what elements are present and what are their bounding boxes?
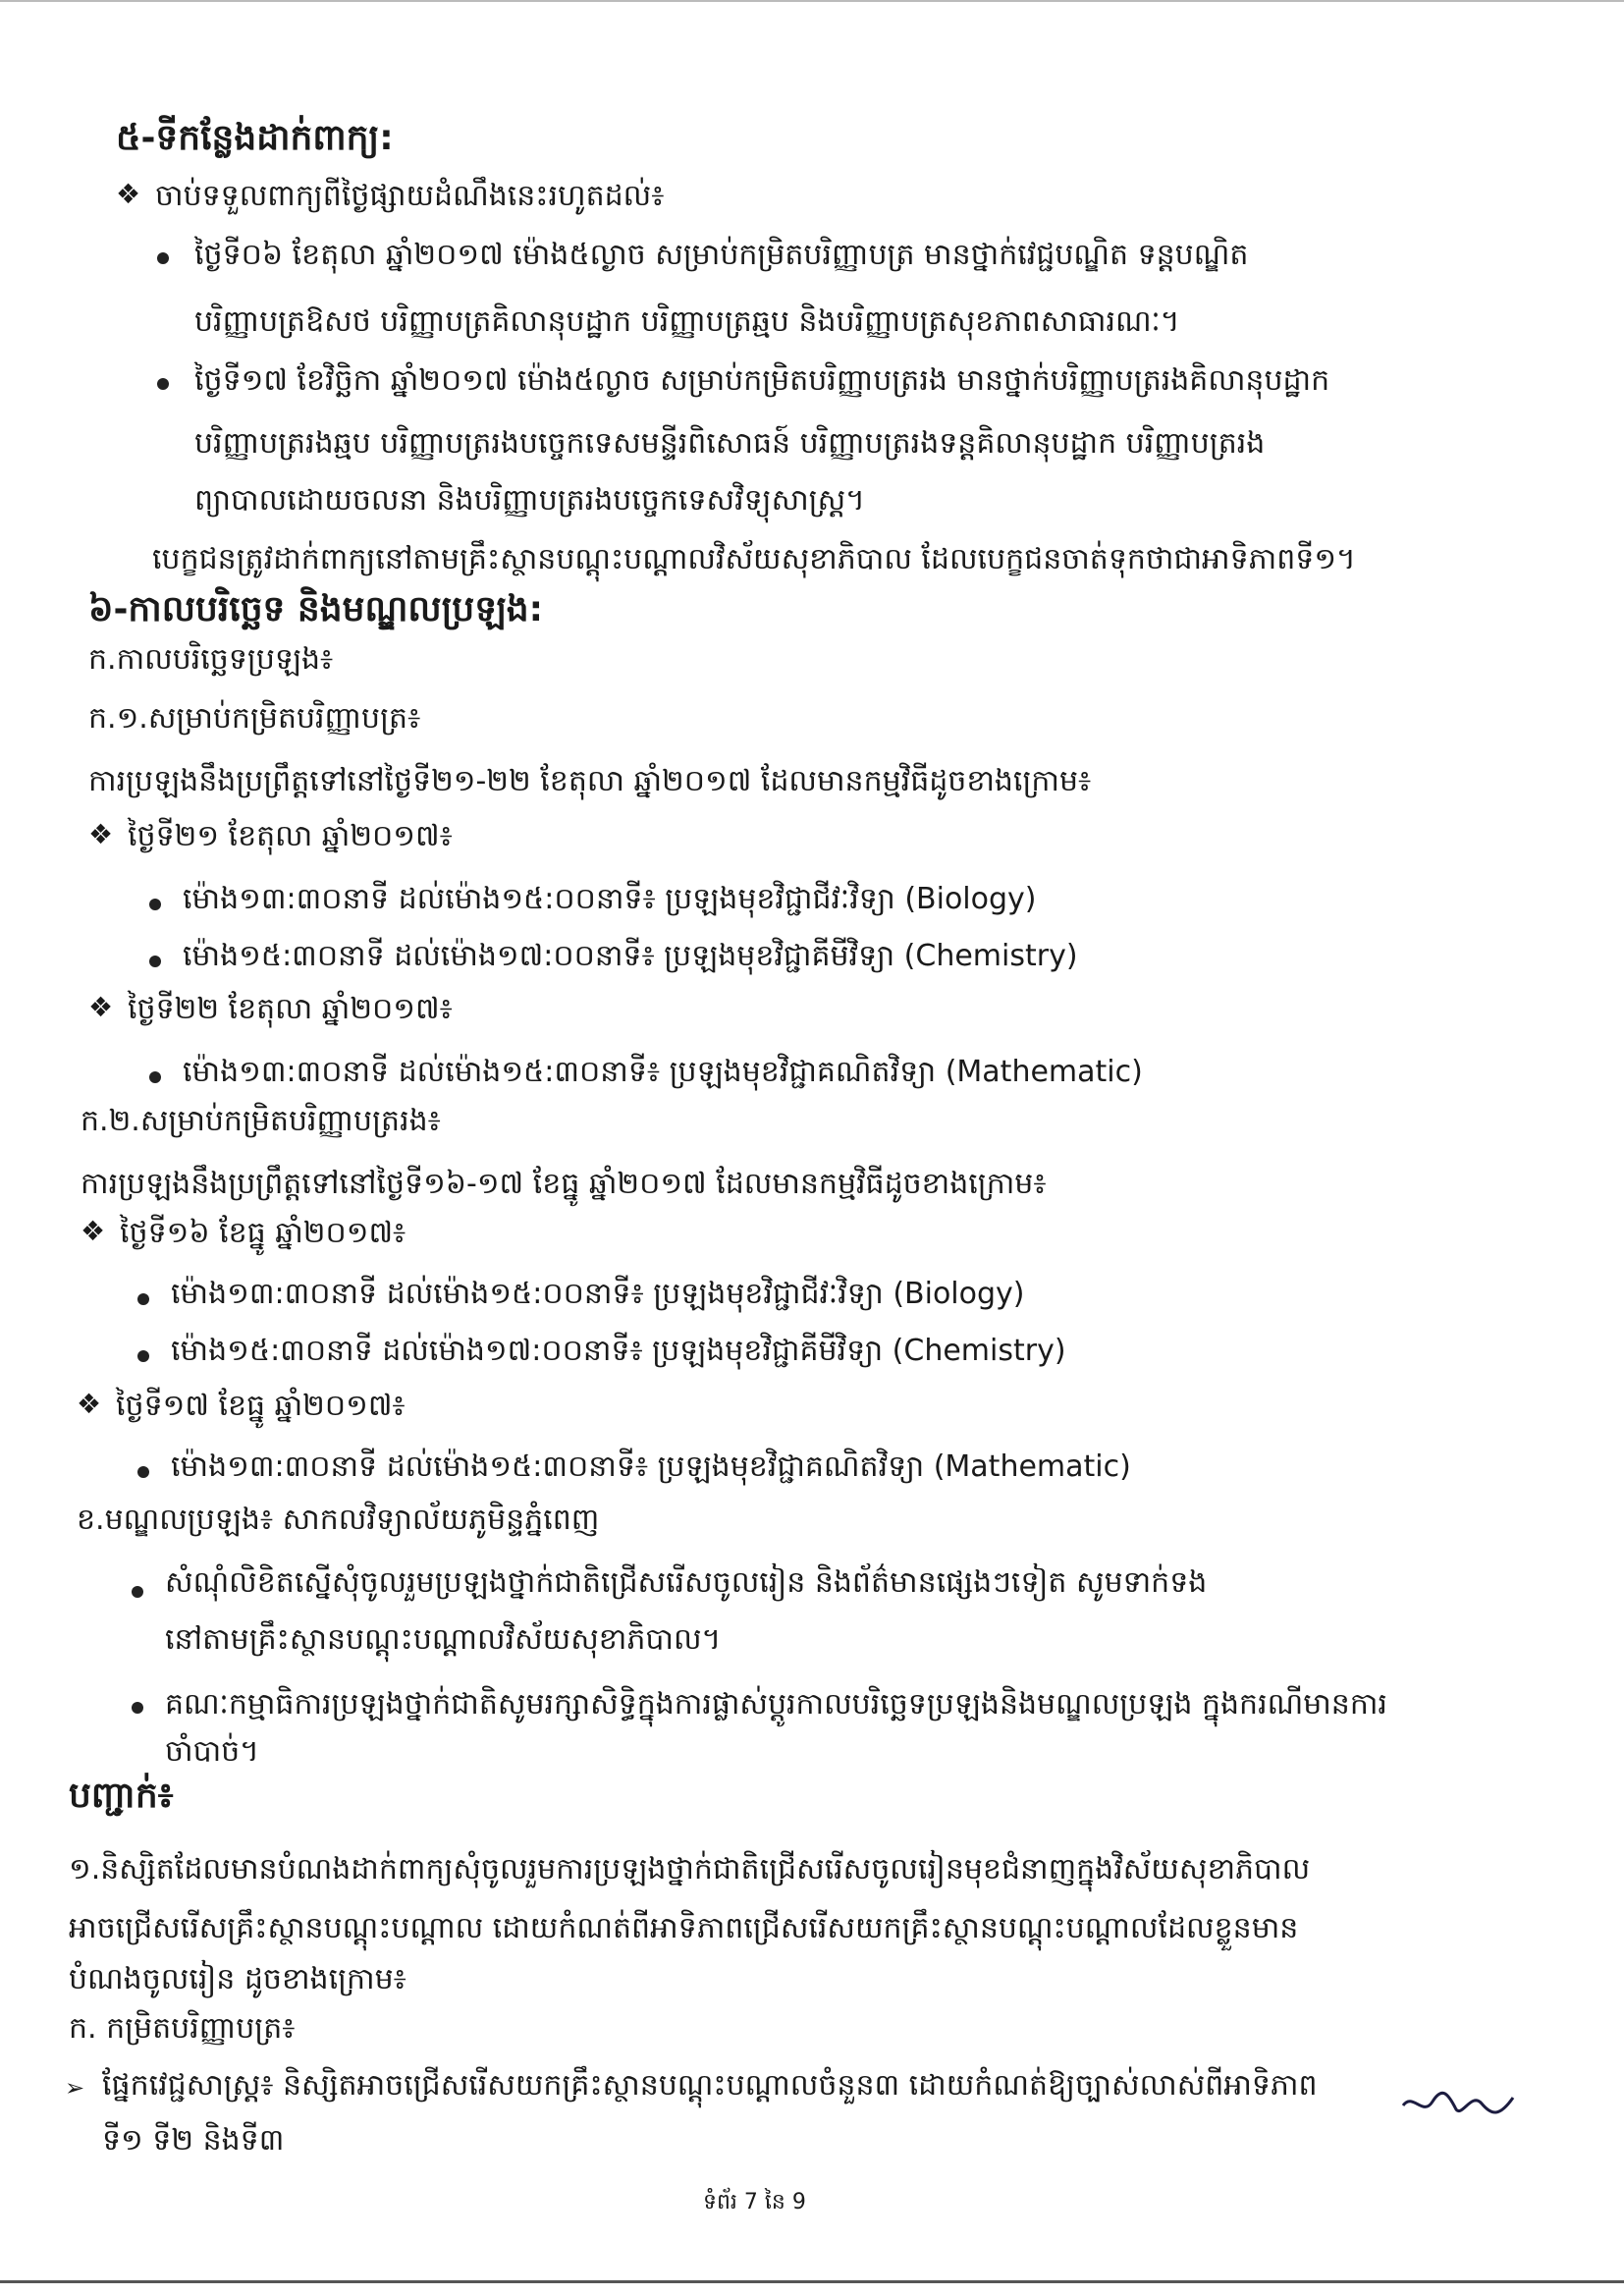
- round-bullet-icon: [137, 1449, 149, 1489]
- s5-bullet2-line2: បរិញ្ញាបត្ររងឆ្មប បរិញ្ញាបត្ររងបច្ចេកទេសមន្ទីរពិសោធន៍ បរិញ្ញាបត្ររងទន្តគិលានុបដ្ឋាក បរិញ្ញាបត្ររង: [194, 426, 1266, 461]
- round-bullet-icon: [132, 1569, 143, 1609]
- note-title: បញ្ជាក់៖: [69, 1776, 174, 1816]
- k2-day1: ថ្ងៃទី១៦ ខែធ្នូ ឆ្នាំ២០១៧៖: [120, 1216, 406, 1250]
- note-k-line1: ផ្នែកវេជ្ជសាស្ត្រ៖ និស្សិតអាចជ្រើសរើសយកគ្រឹះស្ថានបណ្តុះបណ្តាលចំនួន៣ ដោយកំណត់ឱ្យច្បាស់លាស់ពីអាទិភាព: [102, 2068, 1318, 2103]
- k2-day1-item2: ម៉ោង១៥:៣០នាទី ដល់ម៉ោង១៧:០០នាទី៖ ប្រឡងមុខវិជ្ជាគីមីវិទ្យា (Chemistry): [171, 1334, 1066, 1368]
- k1-day1-item2: ម៉ោង១៥:៣០នាទី ដល់ម៉ោង១៧:០០នាទី៖ ប្រឡងមុខវិជ្ជាគីមីវិទ្យា (Chemistry): [183, 939, 1078, 973]
- round-bullet-icon: [149, 1055, 161, 1094]
- handwritten-initials-icon: [1399, 2084, 1517, 2123]
- scan-edge-top: [0, 0, 1624, 2]
- k1-day1: ថ្ងៃទី២១ ខែតុលា ឆ្នាំ២០១៧៖: [128, 819, 453, 853]
- s5-note: បេក្ខជនត្រូវដាក់ពាក្យនៅតាមគ្រឹះស្ថានបណ្តុះបណ្តាលវិស័យសុខាភិបាល ដែលបេក្ខជនចាត់ទុកថាជាអាទិភាពទី១។: [152, 542, 1356, 576]
- round-bullet-icon: [132, 1685, 143, 1724]
- note-k-title: ក. កម្រិតបរិញ្ញាបត្រ៖: [69, 2011, 296, 2046]
- k2-day2-item1: ម៉ោង១៣:៣០នាទី ដល់ម៉ោង១៥:៣០នាទី៖ ប្រឡងមុខវិជ្ជាគណិតវិទ្យា (Mathematic): [171, 1449, 1131, 1484]
- subsection-k-title: ក.កាលបរិច្ឆេទប្រឡង៖: [88, 642, 334, 677]
- k1-day1-item1: ម៉ោង១៣:៣០នាទី ដល់ម៉ោង១៥:០០នាទី៖ ប្រឡងមុខវិជ្ជាជីវៈវិទ្យា (Biology): [183, 882, 1037, 916]
- scan-edge-bottom: [0, 2280, 1624, 2283]
- arrowhead-bullet-icon: ➢: [65, 2074, 85, 2102]
- section-6-title: ៦-កាលបរិច្ឆេទ និងមណ្ឌលប្រឡង:: [88, 589, 544, 629]
- four-diamond-bullet-icon: ❖: [81, 1215, 106, 1247]
- section-5-title: ៥-ទីកន្លែងដាក់ពាក្យ:: [116, 118, 394, 158]
- subsection-kh-title: ខ.មណ្ឌលប្រឡង៖ សាកលវិទ្យាល័យភូមិន្ទភ្នំពេញ: [77, 1503, 600, 1537]
- kh-bullet1-line2: នៅតាមគ្រឹះស្ថានបណ្តុះបណ្តាលវិស័យសុខាភិបាល។: [165, 1622, 722, 1657]
- subsection-k1-title: ក.១.សម្រាប់កម្រិតបរិញ្ញាបត្រ៖: [88, 701, 421, 736]
- note1-line1: ១.និស្សិតដែលមានបំណងដាក់ពាក្យសុំចូលរួមការប្រឡងថ្នាក់ជាតិជ្រើសរើសចូលរៀនមុខជំនាញក្នុងវិស័យសុខាភិបាល: [69, 1852, 1311, 1886]
- note1-line3: បំណងចូលរៀន ដូចខាងក្រោម៖: [69, 1962, 406, 1996]
- round-bullet-icon: [149, 882, 161, 921]
- note1-line2: អាចជ្រើសរើសគ្រឹះស្ថានបណ្តុះបណ្តាល ដោយកំណត់ពីអាទិភាពជ្រើសរើសយកគ្រឹះស្ថានបណ្តុះបណ្តាលដែលខ្លួនមាន: [69, 1911, 1299, 1945]
- s5-bullet2-line1: ថ្ងៃទី១៧ ខែវិច្ឆិកា ឆ្នាំ២០១៧ ម៉ោង៥ល្ងាច សម្រាប់កម្រិតបរិញ្ញាបត្ររង មានថ្នាក់បរិញ្ញាបត្ររងគិលានុបដ្ឋាក: [194, 363, 1330, 398]
- round-bullet-icon: [157, 236, 169, 275]
- round-bullet-icon: [137, 1334, 149, 1373]
- kh-bullet2-line2: ចាំបាច់។: [165, 1734, 259, 1769]
- section-5-intro: ចាប់ទទួលពាក្យពីថ្ងៃផ្សាយដំណឹងនេះរហូតដល់៖: [155, 179, 665, 213]
- note-k-line2: ទី១ ទី២ និងទី៣: [102, 2123, 285, 2158]
- k1-intro: ការប្រឡងនឹងប្រព្រឹត្តទៅនៅថ្ងៃទី២១-២២ ខែតុលា ឆ្នាំ២០១៧ ដែលមានកម្មវិធីដូចខាងក្រោម៖: [88, 764, 1092, 798]
- round-bullet-icon: [137, 1277, 149, 1316]
- four-diamond-bullet-icon: ❖: [88, 991, 114, 1023]
- k2-intro: ការប្រឡងនឹងប្រព្រឹត្តទៅនៅថ្ងៃទី១៦-១៧ ខែធ្នូ ឆ្នាំ២០១៧ ដែលមានកម្មវិធីដូចខាងក្រោម៖: [81, 1167, 1047, 1201]
- k2-day1-item1: ម៉ោង១៣:៣០នាទី ដល់ម៉ោង១៥:០០នាទី៖ ប្រឡងមុខវិជ្ជាជីវៈវិទ្យា (Biology): [171, 1277, 1025, 1311]
- subsection-k2-title: ក.២.សម្រាប់កម្រិតបរិញ្ញាបត្ររង៖: [81, 1104, 441, 1138]
- k2-day2: ថ្ងៃទី១៧ ខែធ្នូ ឆ្នាំ២០១៧៖: [116, 1389, 406, 1423]
- four-diamond-bullet-icon: ❖: [116, 178, 141, 210]
- s5-bullet1-line2: បរិញ្ញាបត្រឱសថ បរិញ្ញាបត្រគិលានុបដ្ឋាក បរិញ្ញាបត្រឆ្មប និងបរិញ្ញាបត្រសុខភាពសាធារណៈ។: [194, 304, 1180, 339]
- s5-bullet2-line3: ព្យាបាលដោយចលនា និងបរិញ្ញាបត្ររងបច្ចេកទេសវិទ្យុសាស្ត្រ។: [194, 483, 865, 518]
- kh-bullet1-line1: សំណុំលិខិតស្នើសុំចូលរួមប្រឡងថ្នាក់ជាតិជ្រើសរើសចូលរៀន និងព័ត៌មានផ្សេងៗទៀត សូមទាក់ទង: [165, 1565, 1208, 1600]
- round-bullet-icon: [149, 939, 161, 978]
- k1-day2: ថ្ងៃទី២២ ខែតុលា ឆ្នាំ២០១៧៖: [128, 992, 453, 1026]
- round-bullet-icon: [157, 361, 169, 401]
- k1-day2-item1: ម៉ោង១៣:៣០នាទី ដល់ម៉ោង១៥:៣០នាទី៖ ប្រឡងមុខវិជ្ជាគណិតវិទ្យា (Mathematic): [183, 1055, 1143, 1089]
- page-footer: ទំព័រ 7 នៃ 9: [703, 2190, 806, 2214]
- four-diamond-bullet-icon: ❖: [77, 1388, 102, 1420]
- s5-bullet1-line1: ថ្ងៃទី០៦ ខែតុលា ឆ្នាំ២០១៧ ម៉ោង៥ល្ងាច សម្រាប់កម្រិតបរិញ្ញាបត្រ មានថ្នាក់វេជ្ជបណ្ឌិត ទន្តបណ្ឌិត: [194, 238, 1249, 272]
- four-diamond-bullet-icon: ❖: [88, 818, 114, 850]
- kh-bullet2-line1: គណៈកម្មាធិការប្រឡងថ្នាក់ជាតិសូមរក្សាសិទ្ធិក្នុងការផ្លាស់ប្តូរកាលបរិច្ឆេទប្រឡងនិងមណ្ឌលប្រឡង ក្នុងករណីមានការ: [165, 1687, 1387, 1722]
